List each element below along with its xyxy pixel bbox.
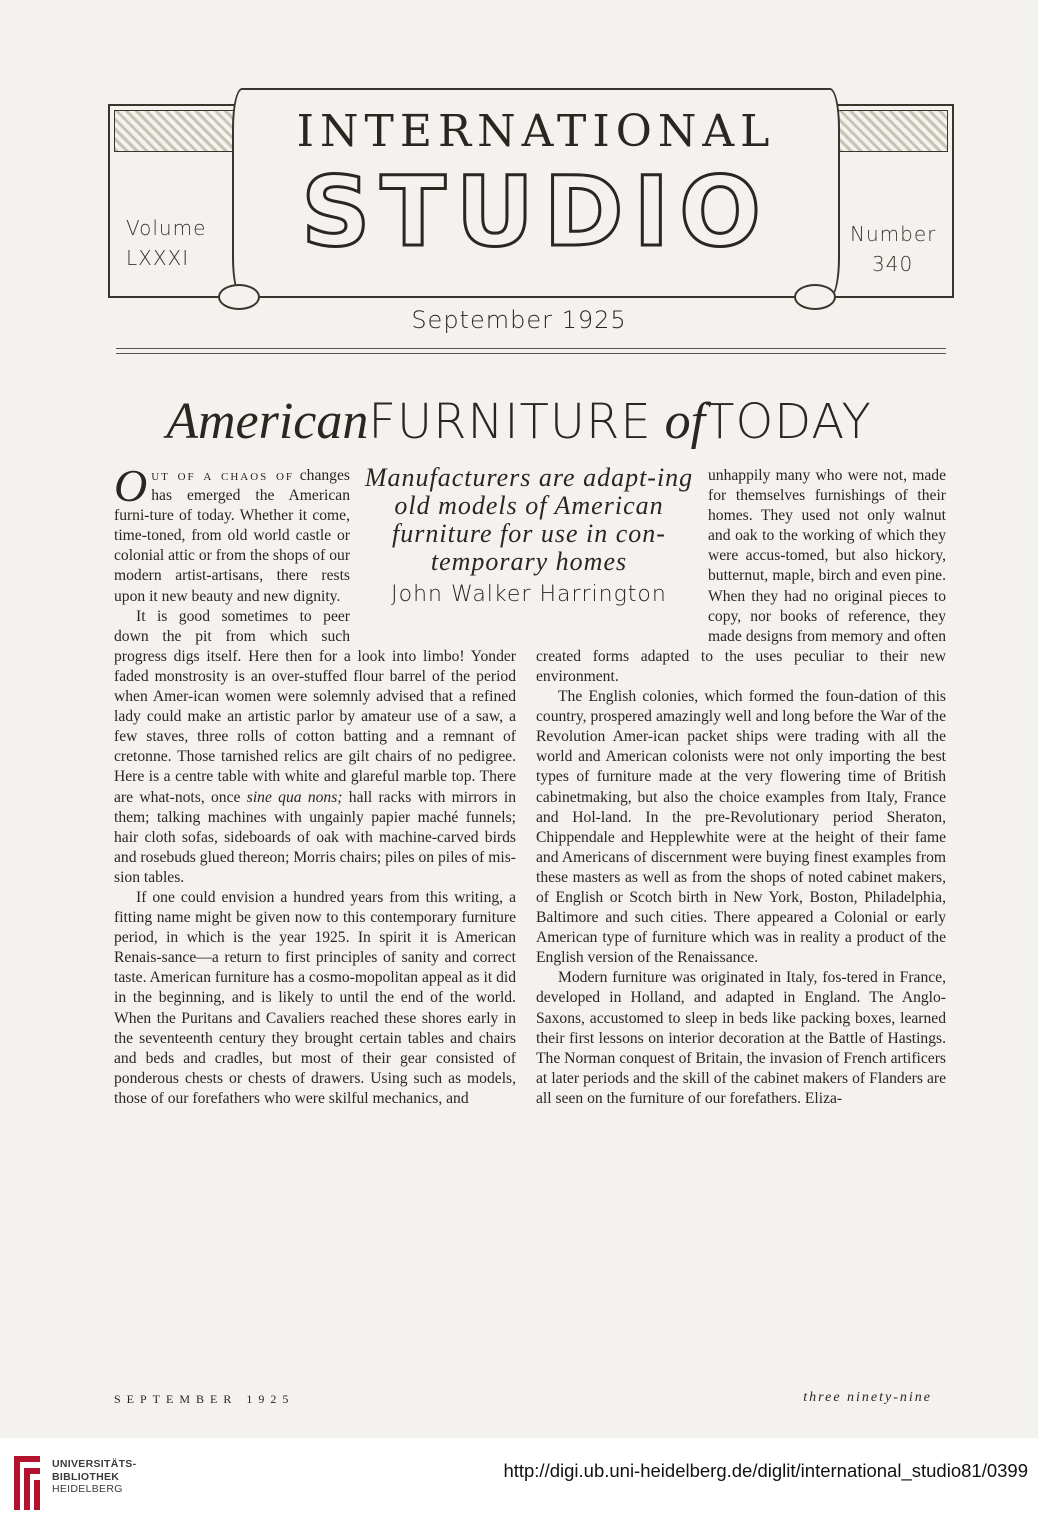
number-value: 340 xyxy=(872,252,914,276)
paragraph: If one could envision a hundred years from this writing, a fitting name might be given now to this contemporary furniture period, in which is the year 1925. In spirit it is American Renais-sance—a return to first principles of sanity and correct taste. American furniture has a cosmo-mopolitan appeal as it did in the beginning, and is likely to until the end of the world. When the Puritans and Cavaliers reached these shores early in the seventeenth century they brought certain tables and chairs and beds and cradles, but most of their gear consisted of ponderous chests or chests of drawers. Using such as models, those of our forefathers who were skilful mechanics, and xyxy=(114,888,516,1107)
library-name-line: HEIDELBERG xyxy=(52,1483,123,1495)
library-logo-icon xyxy=(12,1452,42,1514)
left-column xyxy=(114,460,516,1109)
library-name-line: UNIVERSITÄTS- xyxy=(52,1458,137,1470)
volume-value: LXXXI xyxy=(126,246,190,270)
volume-label: Volume xyxy=(126,216,207,240)
article-byline: John Walker Harrington xyxy=(391,582,667,607)
paragraph: unhappily many who were not, made for themselves furnishings of their homes. They used not only walnut and oak to the working of which they were accus-tomed, but also hickory, butternut, maple, birch and even pine. When they had no original pieces to copy, nor books of reference, they made designs from memory and often created forms adapted to the uses peculiar to their new environment. xyxy=(536,467,946,685)
paragraph-text: hall racks with mirrors in them; talking machines with ungainly papier maché funnels; hair cloth sofas, sideboards of oak with machine-carved birds and rosebuds glued thereon; Morris chairs; piles on piles of mis-sion tables. xyxy=(114,788,516,886)
library-name-line: BIBLIOTHEK xyxy=(52,1470,120,1483)
number-panel xyxy=(832,104,954,298)
masthead-line1: INTERNATIONAL xyxy=(296,106,776,157)
masthead-line2: STUDIO xyxy=(301,156,771,268)
title-part-american: American xyxy=(166,393,369,450)
title-part-today: TODAY xyxy=(705,394,872,450)
paragraph-text: changes has emerged the American furni-ture of today. Whether it come, time-toned, from old world castle or colonial attic or from the shops of our modern artist-artisans, there rests upon it new beauty and new dignity. xyxy=(114,467,351,605)
right-column xyxy=(536,466,946,1109)
divider-rule xyxy=(116,353,946,354)
title-part-of: of xyxy=(664,393,706,450)
paragraph: Modern furniture was originated in Italy, fos-tered in France, developed in Holland, and adapted in England. The Anglo-Saxons, accustomed to sleep in beds like packing boxes, learned their first lessons on interior decoration at the Battle of Hastings. The Norman conquest of Britain, the invasion of French artificers at later periods and the skill of the cabinet makers of Flanders are all seen on the furniture of our forefathers. Eliza- xyxy=(536,969,946,1107)
folio-right: three ninety-nine xyxy=(803,1390,932,1405)
number-label: Number xyxy=(850,222,937,246)
paragraph: The English colonies, which formed the foun-dation of this country, prospered amazingly well and long before the War of the Revolution Amer-ican packet ships were trading with all the world and American colonists were not only importing the best types of furniture made at the very flowering time of British cabinetmaking, but also the choice examples from Italy, France and Hol-land. In the pre-Revolutionary period Sheraton, Chippendale and Hepplewhite were at the height of their fame and Americans of discernment were buying finest examples from these masters as well as from the shops of noted cabinet makers, of English or Scotch birth in New York, Boston, Philadelphia, Baltimore and such cities. There appeared a Colonial or early American type of furniture which was in reality a product of the English version of the Renaissance. xyxy=(536,688,946,967)
latin-phrase: sine qua nons; xyxy=(246,788,343,806)
issue-date: September 1925 xyxy=(411,306,627,334)
drop-cap: O xyxy=(114,460,148,511)
lead-smallcaps: ut of a chaos of xyxy=(151,467,295,484)
folio-left: SEPTEMBER 1925 xyxy=(114,1392,295,1406)
masthead-scroll xyxy=(232,88,840,298)
ornament-left-icon xyxy=(114,110,234,152)
divider-rule xyxy=(116,348,946,349)
title-part-furniture: FURNITURE xyxy=(368,394,652,450)
article-title xyxy=(0,392,1038,451)
paragraph xyxy=(114,607,516,888)
volume-panel xyxy=(108,104,240,298)
library-name xyxy=(52,1458,136,1496)
ornament-right-icon xyxy=(838,110,948,152)
source-url-link[interactable]: http://digi.ub.uni-heidelberg.de/diglit/international_studio81/0399 xyxy=(503,1460,1028,1481)
paragraph-text: It is good sometimes to peer down the pit from which such progress digs itself. Here then for a look into limbo! Yonder faded monstrosity is an over-stuffed flour barrel of the period when Amer-ican women were solemnly advised that a refined lady could make an artistic parlor by amateur use of a saw, a few staves, three rolls of cotton batting and a remnant of cretonne. Those tarnished relics are gilt chairs of no pedigree. Here is a centre table with white and glareful marble top. There are what-nots, once xyxy=(114,607,516,806)
article-deck: Manufacturers are adapt-ing old models of American furniture for use in con-temporary homes xyxy=(364,463,694,576)
library-bar xyxy=(0,1438,1038,1538)
